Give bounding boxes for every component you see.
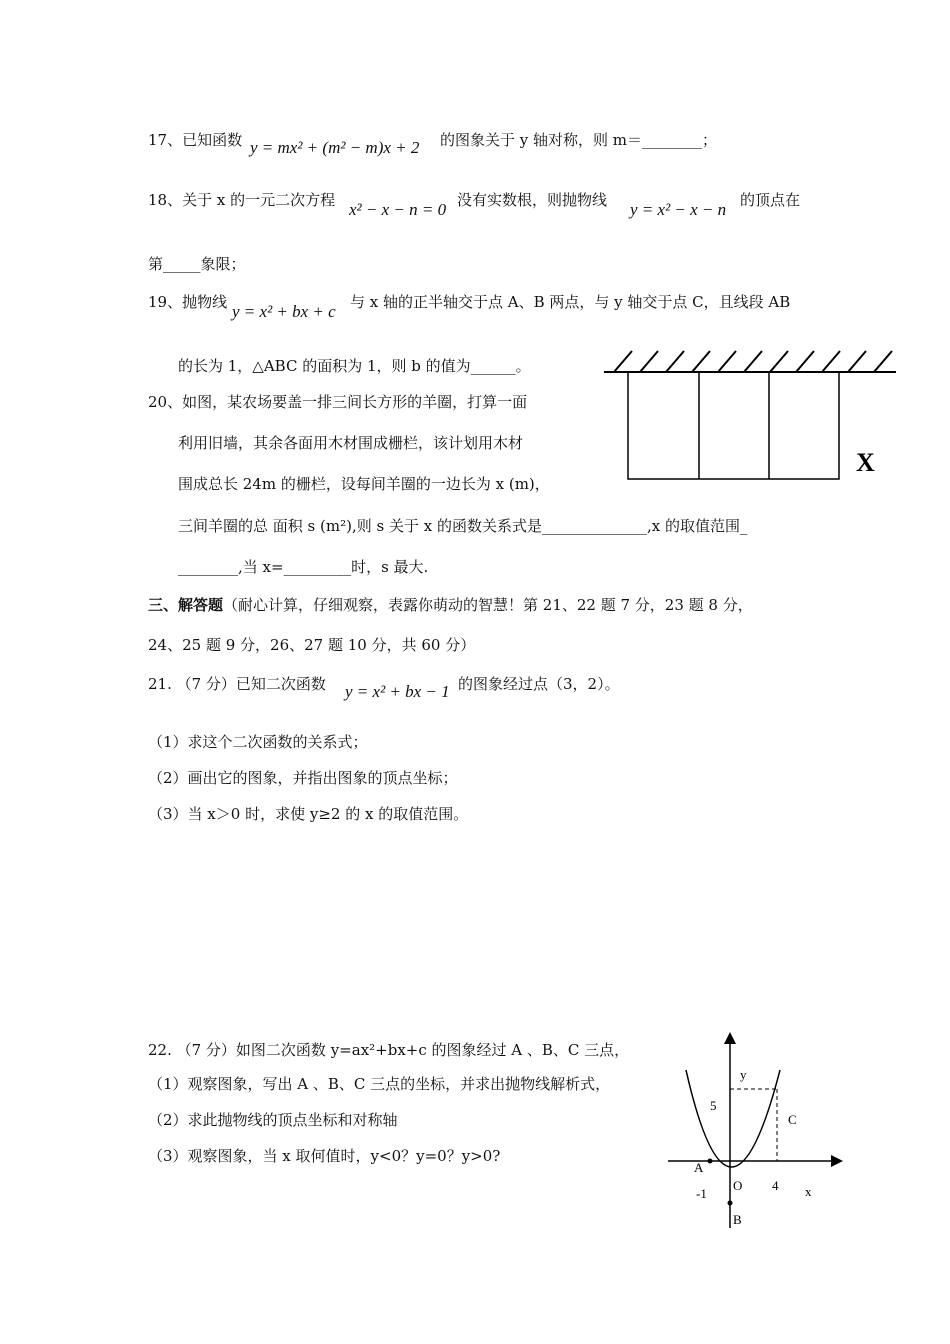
q22-sub2: （2）求此抛物线的顶点坐标和对称轴 [148, 1111, 398, 1129]
q19-prefix: 19、抛物线 [148, 293, 228, 311]
q18-formula2: y = x² − x − n [630, 200, 727, 219]
sheep-pen-figure [600, 345, 900, 485]
origin-label: O [733, 1178, 743, 1193]
q18-suffix: 的顶点在 [740, 191, 801, 209]
q22-sub1: （1）观察图象，写出 A 、B、C 三点的坐标，并求出抛物线解析式， [148, 1075, 611, 1093]
q21-sub3: （3）当 x＞0 时，求使 y≥2 的 x 的取值范围。 [148, 805, 469, 823]
q17-formula: y = mx² + (m² − m)x + 2 [250, 138, 420, 157]
tick-4-label: 4 [772, 1178, 779, 1193]
q20-line5: ________,当 x=_________时，s 最大. [178, 558, 429, 576]
q20-line2: 利用旧墙，其余各面用木材围成栅栏，该计划用木材 [178, 434, 524, 452]
point-a-marker [708, 1159, 713, 1164]
parabola-curve [686, 1070, 780, 1167]
q19-line2: 的长为 1，△ABC 的面积为 1，则 b 的值为______。 [178, 357, 531, 375]
point-b-label: B [733, 1212, 742, 1227]
q20-line3: 围成总长 24m 的栅栏，设每间羊圈的一边长为 x (m)， [178, 475, 550, 493]
q21-sub1: （1）求这个二次函数的关系式； [148, 733, 368, 751]
q21-suffix: 的图象经过点（3，2）。 [458, 675, 620, 693]
q17-suffix: 的图象关于 y 轴对称，则 m＝________； [440, 131, 718, 149]
section3-heading-line [148, 595, 753, 615]
q18-line2: 第_____象限； [148, 255, 246, 273]
q18-middle: 没有实数根，则抛物线 [457, 191, 608, 209]
q18-prefix: 18、关于 x 的一元二次方程 [148, 191, 336, 209]
tick-5-label: 5 [710, 1098, 717, 1113]
q20-line1: 20、如图，某农场要盖一排三间长方形的羊圈，打算一面 [148, 393, 528, 411]
q17 [148, 130, 242, 150]
q21-prefix: 21. （7 分）已知二次函数 [148, 675, 326, 693]
q20-line4: 三间羊圈的总 面积 s (m²),则 s 关于 x 的函数关系式是______________,x 的取值范围_ [178, 517, 748, 535]
q18-formula1: x² − x − n = 0 [349, 200, 447, 219]
q17-prefix: 17、已知函数 [148, 131, 243, 149]
pen-x-label: X [856, 448, 875, 477]
q21-sub2: （2）画出它的图象，并指出图象的顶点坐标； [148, 769, 458, 787]
tick-neg1-label: -1 [696, 1186, 707, 1201]
wall-hatching [614, 351, 892, 372]
q22-line1: 22. （7 分）如图二次函数 y=ax²+bx+c 的图象经过 A 、B、C 三点， [148, 1041, 630, 1059]
pen-outline [628, 372, 839, 479]
parabola-graph [660, 1030, 850, 1230]
x-axis-label: x [805, 1184, 812, 1199]
q22-sub3: （3）观察图象，当 x 取何值时，y<0？y=0？y>0? [148, 1147, 501, 1165]
q21-formula: y = x² + bx − 1 [345, 682, 450, 701]
q19-formula: y = x² + bx + c [232, 302, 336, 321]
section3-heading: 三、解答题 [148, 596, 224, 614]
y-axis-label: y [740, 1067, 747, 1082]
q19-suffix: 与 x 轴的正半轴交于点 A、B 两点，与 y 轴交于点 C，且线段 AB [350, 293, 791, 311]
point-c-label: C [788, 1112, 797, 1127]
point-a-label: A [694, 1160, 704, 1175]
section3-line1: （耐心计算，仔细观察，表露你萌动的智慧！第 21、22 题 7 分，23 题 8 分， [223, 596, 753, 614]
section3-line2: 24、25 题 9 分，26、27 题 10 分，共 60 分） [148, 636, 476, 654]
point-b-marker [728, 1201, 733, 1206]
